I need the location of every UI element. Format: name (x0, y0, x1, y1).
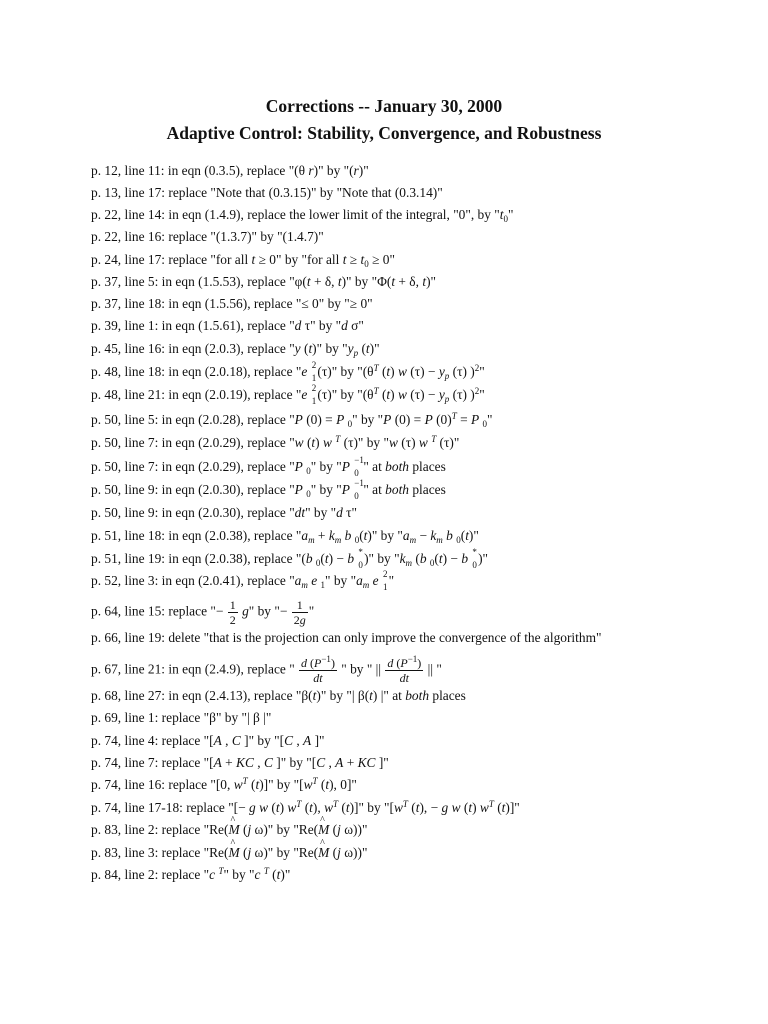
correction-item: p. 48, line 21: in eqn (2.0.19), replace "e 2 1 (τ)" by "($\theta^T$ (t) w $(\tau) - y_p$ (τ) )$^2$" (91, 383, 485, 406)
correction-item: p. 74, line 16: replace "[0, $w^T$ (t)]" by "[$w^T$ (t), 0]" (91, 776, 357, 792)
correction-item: p. 50, line 7: in eqn (2.0.29), replace "P $_0$" by "P −1 0 " at both places (91, 455, 446, 478)
correction-item: p. 84, line 2: replace "c $^T$" by "c $^T$ (t)" (91, 866, 291, 882)
correction-item: p. 39, line 1: in eqn (1.5.61), replace "d τ" by "d σ" (91, 318, 364, 333)
correction-item: p. 37, line 18: in eqn (1.5.56), replace "≤ 0" by "≥ 0" (91, 296, 373, 311)
correction-item: p. 48, line 18: in eqn (2.0.18), replace "e 2 1 (τ)" by "($\theta^T$ (t) w $(\tau) - y_p$ (τ) )$^2$" (91, 360, 485, 383)
correction-item: p. 22, line 16: replace "(1.3.7)" by "(1.4.7)" (91, 229, 324, 244)
correction-item: p. 50, line 9: in eqn (2.0.30), replace "dt" by "d τ" (91, 505, 358, 520)
correction-item: p. 69, line 1: replace "β" by "| β |" (91, 710, 272, 725)
correction-item: p. 51, line 18: in eqn (2.0.38), replace "$a_m + k_m$ b $_0$(t)" by "$a_m - k_m$ b $_0$(t)" (91, 528, 479, 545)
correction-item: p. 45, line 16: in eqn (2.0.3), replace "y (t)" by "$y_p$ (t)" (91, 341, 380, 358)
correction-item: p. 52, line 3: in eqn (2.0.41), replace "$a_m$ e $_1$" by "$a_m$ e 2 1 " (91, 569, 395, 592)
correction-item: p. 67, line 21: in eqn (2.4.9), replace " $\frac{d (P^{-1})}{dt}$ " by " || $\frac{d (P^{-1})}{dt}$ || " (91, 654, 442, 685)
correction-item: p. 74, line 17-18: replace "[− g w (t) $w^T$ (t), $w^T$ (t)]" by "[$w^T$ (t), − g w (t) $w^T$ (t)]" (91, 799, 520, 815)
page-subtitle: Adaptive Control: Stability, Convergence, and Robustness (166, 123, 602, 143)
correction-item: p. 50, line 5: in eqn (2.0.28), replace "P (0) = P $_0$" by "P (0) = P $(0)^T = P$ $_0$" (91, 411, 493, 429)
correction-item: p. 12, line 11: in eqn (0.3.5), replace "(θ r)" by "(r)" (91, 163, 369, 178)
correction-item: p. 83, line 3: replace "Re(^ M (j ω)" by "Re(^ M (j ω))" (91, 845, 367, 861)
correction-item: p. 50, line 9: in eqn (2.0.30), replace "P $_0$" by "P −1 0 " at both places (91, 478, 446, 501)
correction-item: p. 68, line 27: in eqn (2.4.13), replace "β(t)" by "| β(t) |" at both places (91, 688, 466, 703)
correction-item: p. 74, line 4: replace "[A , C ]" by "[C , A ]" (91, 733, 325, 748)
correction-item: p. 22, line 14: in eqn (1.4.9), replace the lower limit of the integral, "0", by "$t_0$" (91, 207, 514, 224)
correction-item: p. 24, line 17: replace "for all t ≥ 0" by "for all $t \ge t_0 \ge 0$" (91, 252, 395, 269)
correction-item: p. 66, line 19: delete "that is the projection can only improve the convergence of the algorithm" (91, 630, 602, 645)
correction-item: p. 74, line 7: replace "[A + KC , C ]" by "[C , A + KC ]" (91, 755, 389, 770)
correction-item: p. 37, line 5: in eqn (1.5.53), replace "φ(t + δ, t)" by "Φ(t + δ, t)" (91, 274, 436, 289)
correction-item: p. 64, line 15: replace "− $\frac{1}{2}$ g" by "− $\frac{1}{2g}$ " (91, 598, 315, 627)
correction-item: p. 51, line 19: in eqn (2.0.38), replace "(b $_0$(t) − b * 0 )" by "$k_m$ (b $_0$(t) − b * 0 )" (91, 547, 489, 570)
correction-item: p. 83, line 2: replace "Re(^ M (j ω)" by "Re(^ M (j ω))" (91, 822, 367, 838)
page-title: Corrections -- January 30, 2000 (265, 96, 503, 116)
correction-item: p. 13, line 17: replace "Note that (0.3.15)" by "Note that (0.3.14)" (91, 185, 443, 200)
correction-item: p. 50, line 7: in eqn (2.0.29), replace "w (t) w $^T$ (τ)" by "w (τ) w $^T$ (τ)" (91, 434, 460, 450)
